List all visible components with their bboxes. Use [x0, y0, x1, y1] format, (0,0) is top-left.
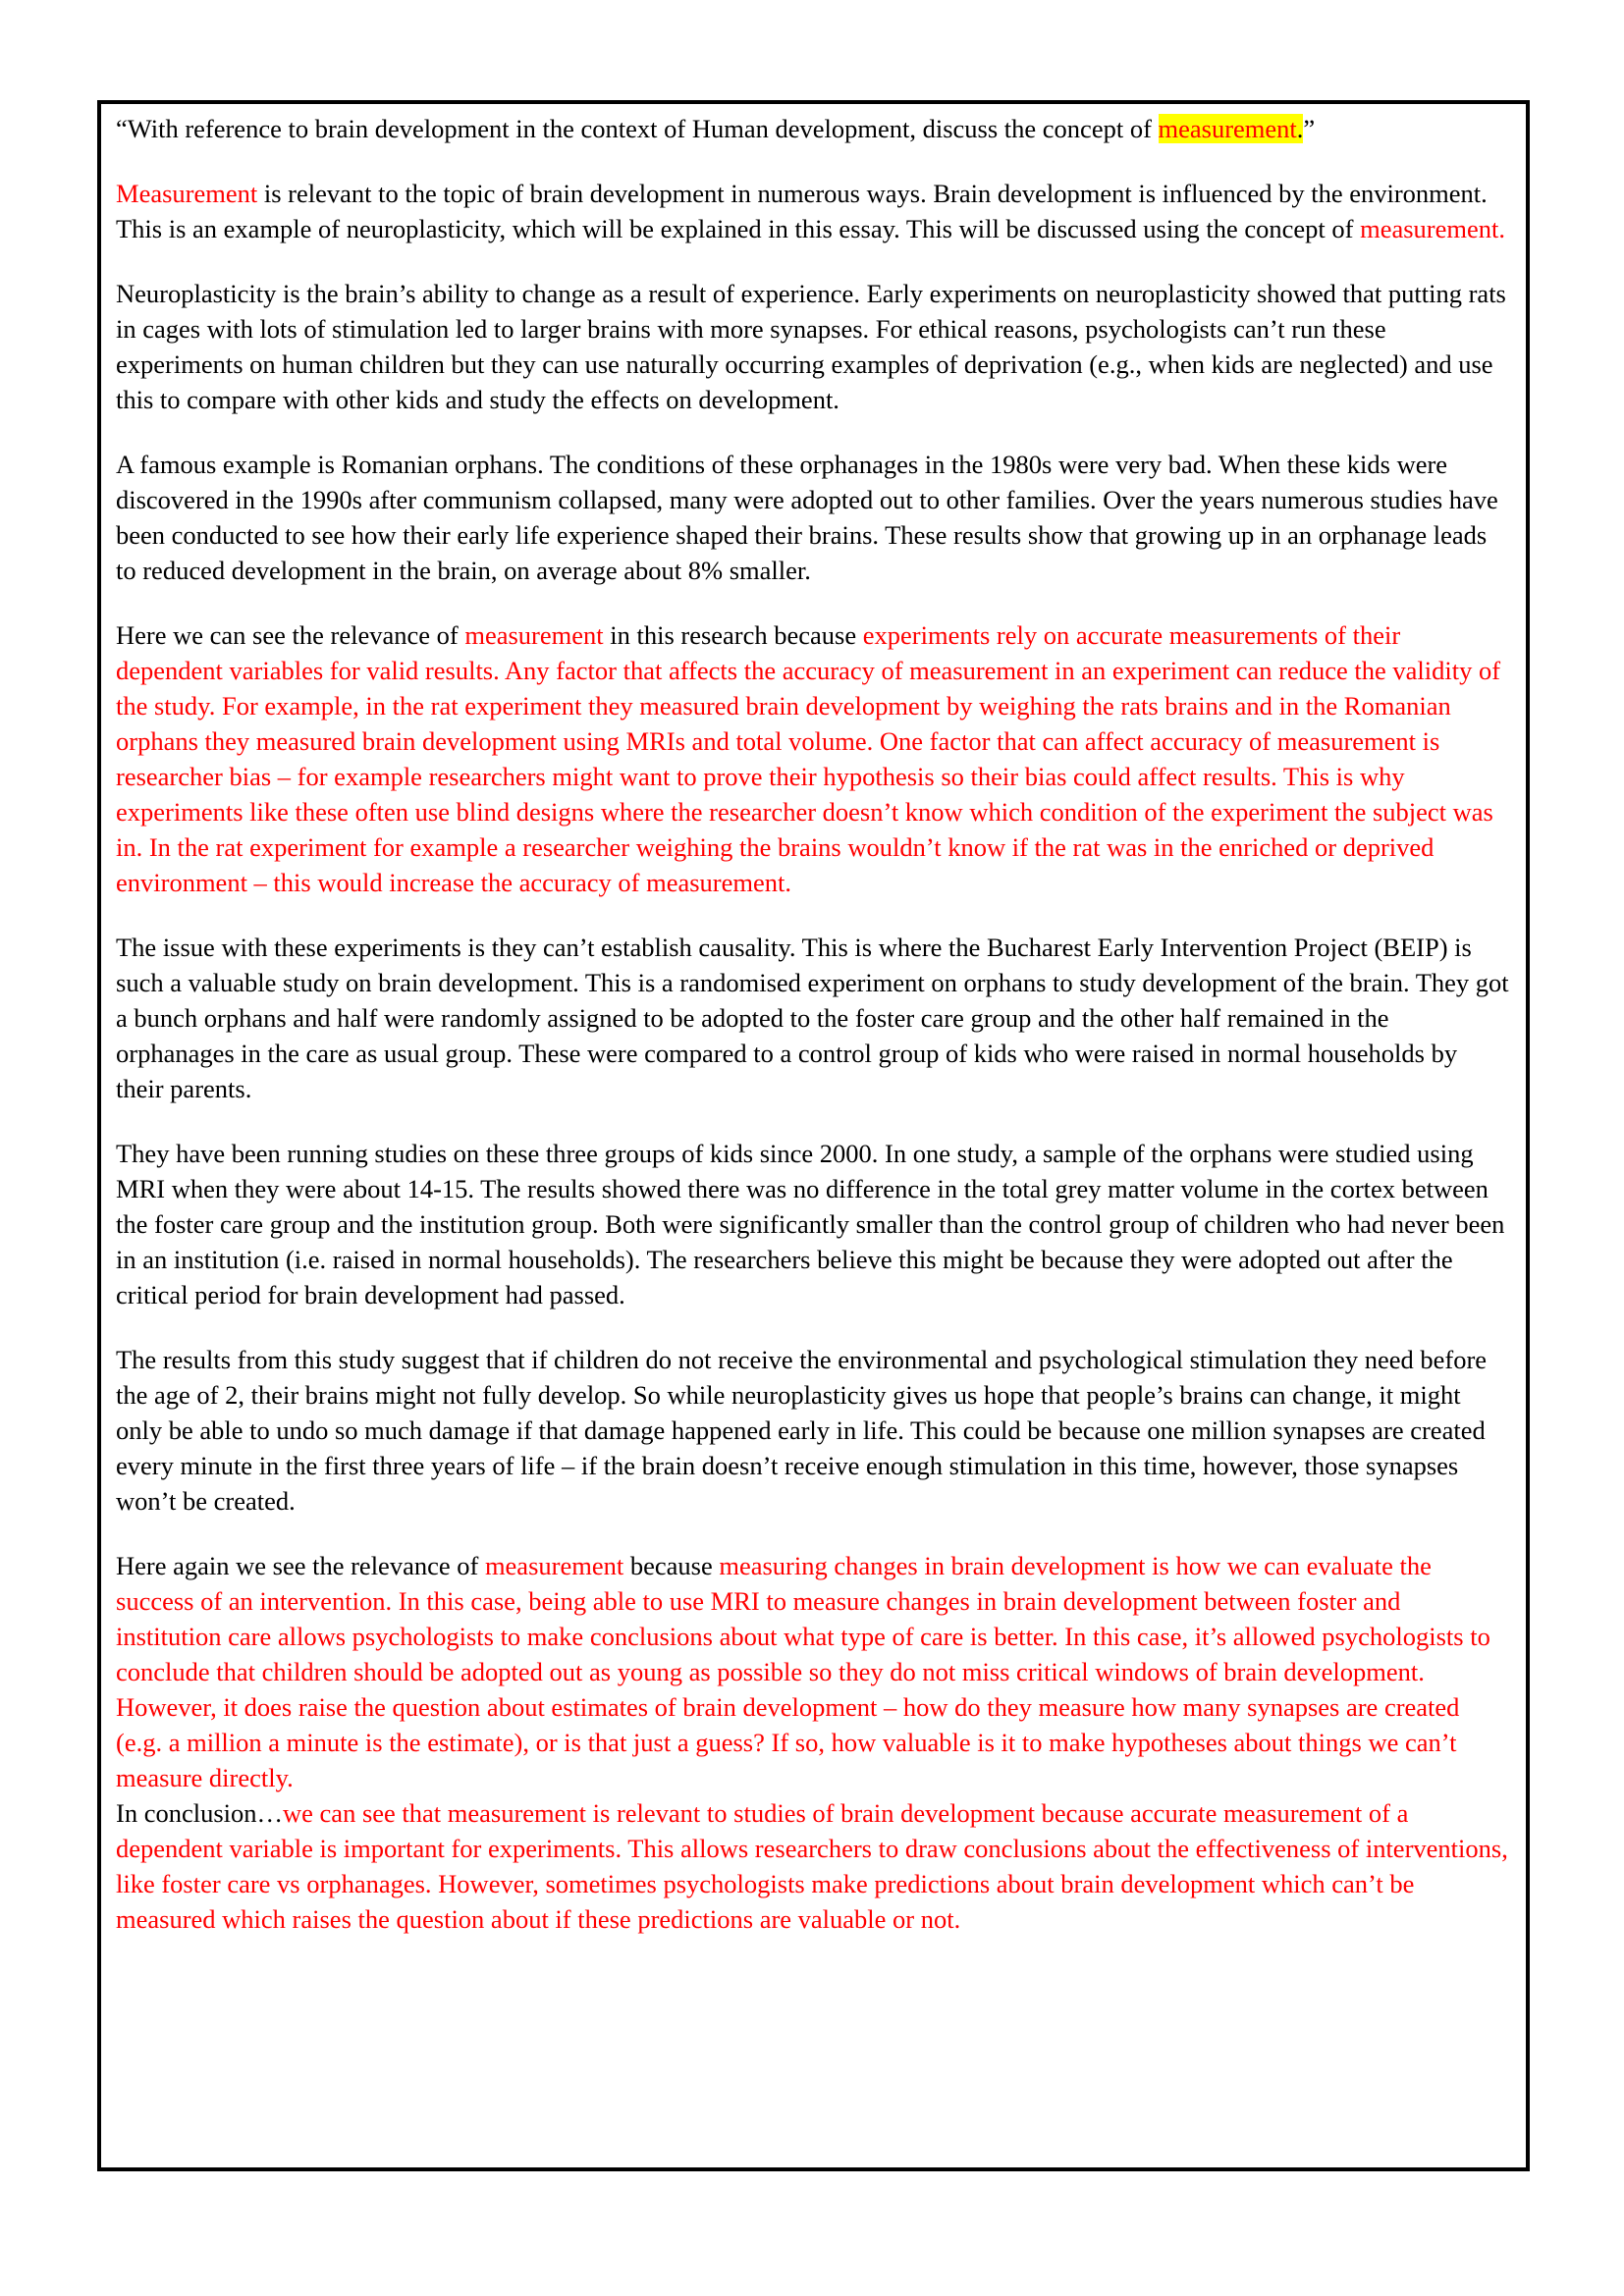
critical-period-paragraph: [116, 1342, 1510, 1519]
text-run: Neuroplasticity is the brain’s ability to change as a result of experience. Early experiments on neuroplasticity showed that putting rats in cages with lots of stimulation led to larger brains with more synapses. For ethical reasons, psychologists can’t run these experiments on human children but they can use naturally occurring examples of deprivation (e.g., when kids are neglected) and use this to compare with other kids and study the effects on development.: [116, 279, 1506, 414]
text-run: The issue with these experiments is they can’t establish causality. This is where the Bucharest Early Intervention Project (BEIP) is such a valuable study on brain development. This is a randomised experiment on orphans to study development of the brain. They got a bunch orphans and half were randomly assigned to be adopted to the foster care group and the other half remained in the orphanages in the care as usual group. These were compared to a control group of kids who were raised in normal households by their parents.: [116, 933, 1509, 1103]
highlighted-term: measurement: [1158, 114, 1297, 143]
beip-paragraph: [116, 930, 1510, 1106]
text-run: measurement: [464, 620, 604, 650]
text-run: “With reference to brain development in the context of Human development, discuss the concept of: [116, 114, 1159, 143]
text-run: Here again we see the relevance of: [116, 1551, 485, 1580]
text-run: ”: [1303, 114, 1316, 143]
essay-bordered-container: [97, 100, 1530, 2171]
text-run: experiments rely on accurate measurements of their dependent variables for valid results. Any factor that affects the accuracy of measurement in an experiment can reduce the validity of the study. For example, in the rat experiment they measured brain development by weighing the rats brains and in the Romanian orphans they measured brain development using MRIs and total volume. One factor that can affect accuracy of measurement is researcher bias – for example researchers might want to prove their hypothesis so their bias could affect results. This is why experiments like these often use blind designs where the researcher doesn’t know which condition of the experiment the subject was in. In the rat experiment for example a researcher weighing the brains wouldn’t know if the rat was in the enriched or deprived environment – this would increase the accuracy of measurement.: [116, 620, 1501, 897]
mri-study-paragraph: [116, 1136, 1510, 1312]
measurement-relevance-paragraph: [116, 617, 1510, 900]
text-run: Here we can see the relevance of: [116, 620, 465, 650]
neuroplasticity-paragraph: [116, 276, 1510, 417]
text-run: The results from this study suggest that if children do not receive the environmental and psychological stimulation they need before the age of 2, their brains might not fully develop. So while neuroplasticity gives us hope that people’s brains can change, it might only be able to undo so much damage if that damage happened early in life. This could be because one million synapses are created every minute in the first three years of life – if the brain doesn’t receive enough stimulation in this time, however, those synapses won’t be created.: [116, 1345, 1488, 1516]
text-run: we can see that measurement is relevant to studies of brain development because accurate measurement of a dependent variable is important for experiments. This allows researchers to draw conclusions about the effectiveness of interventions, like foster care vs orphanages. However, sometimes psychologists make predictions about brain development which can’t be measured which raises the question about if these predictions are valuable or not.: [116, 1798, 1508, 1934]
text-run: in this research because: [603, 620, 863, 650]
text-run: In conclusion…: [116, 1798, 284, 1828]
conclusion-paragraph: [116, 1795, 1510, 1937]
romanian-orphans-paragraph: [116, 447, 1510, 588]
text-run: measurement.: [1360, 214, 1505, 243]
text-run: They have been running studies on these three groups of kids since 2000. In one study, a sample of the orphans were studied using MRI when they were about 14-15. The results showed there was no difference in the total grey matter volume in the cortex between the foster care group and the institution group. Both were significantly smaller than the control group of children who had never been in an institution (i.e. raised in normal households). The researchers believe this might be because they were adopted out after the critical period for brain development had passed.: [116, 1139, 1505, 1309]
highlighted-term: .: [1296, 114, 1304, 143]
text-run: Measurement: [116, 179, 258, 208]
intro-paragraph: [116, 176, 1510, 246]
text-run: A famous example is Romanian orphans. The conditions of these orphanages in the 1980s were very bad. When these kids were discovered in the 1990s after communism collapsed, many were adopted out to other families. Over the years numerous studies have been conducted to see how their early life experience shaped their brains. These results show that growing up in an orphanage leads to reduced development in the brain, on average about 8% smaller.: [116, 450, 1498, 585]
text-run: measuring changes in brain development is how we can evaluate the success of an intervention. In this case, being able to use MRI to measure changes in brain development between foster and institution care allows psychologists to make conclusions about what type of care is better. In this case, it’s allowed psychologists to conclude that children should be adopted out as young as possible so they do not miss critical windows of brain development. However, it does raise the question about estimates of brain development – how do they measure how many synapses are created (e.g. a million a minute is the estimate), or is that just a guess? If so, how valuable is it to make hypotheses about things we can’t measure directly.: [116, 1551, 1490, 1792]
text-run: measurement: [484, 1551, 624, 1580]
essay-question-paragraph: [116, 111, 1510, 146]
text-run: because: [623, 1551, 720, 1580]
text-run: is relevant to the topic of brain development in numerous ways. Brain development is influenced by the environment. This is an example of neuroplasticity, which will be explained in this essay. This will be discussed using the concept of: [116, 179, 1488, 243]
measurement-relevance-again-paragraph: [116, 1548, 1510, 1795]
